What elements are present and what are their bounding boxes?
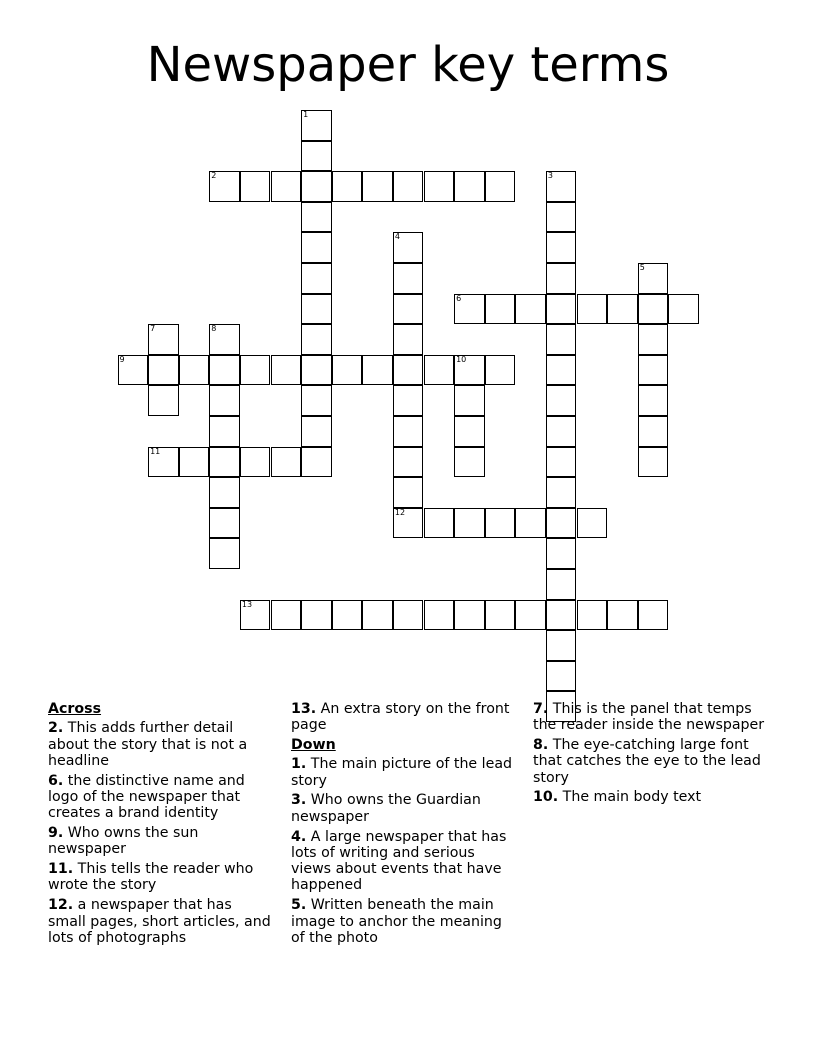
cell-number: 13 [241,599,253,609]
grid-cell[interactable] [454,447,485,478]
grid-cell[interactable] [271,355,302,386]
page-title: Newspaper key terms [146,37,670,93]
grid-cell[interactable] [485,355,516,386]
clue-across-6: 6. the distinctive name and logo of the newspaper that creates a brand identity [48,772,245,822]
clue-across-13: 13. An extra story on the front page [291,701,510,734]
grid-cell[interactable] [393,294,424,325]
grid-cell[interactable] [546,447,577,478]
grid-cell[interactable] [393,477,424,508]
grid-cell[interactable] [240,600,271,631]
grid-cell[interactable] [424,355,455,386]
grid-cell[interactable] [546,661,577,692]
grid-cell[interactable] [638,447,669,478]
grid-cell[interactable] [362,600,393,631]
clue-column-3 [533,701,765,809]
cell-number: 7 [150,324,156,334]
grid-cell[interactable] [301,385,332,416]
grid-cell[interactable] [301,600,332,631]
grid-cell[interactable] [454,508,485,539]
grid-cell[interactable] [148,355,179,386]
grid-cell[interactable] [393,324,424,355]
grid-cell[interactable] [577,508,608,539]
grid-cell[interactable] [362,355,393,386]
grid-cell[interactable] [546,569,577,600]
grid-cell[interactable] [393,171,424,202]
cell-number: 9 [119,354,125,364]
grid-cell[interactable] [546,263,577,294]
grid-cell[interactable] [209,171,240,202]
grid-cell[interactable] [454,600,485,631]
grid-cell[interactable] [301,263,332,294]
grid-cell[interactable] [393,508,424,539]
grid-cell[interactable] [546,600,577,631]
grid-cell[interactable] [638,324,669,355]
cell-number: 6 [456,293,462,303]
clue-down-7: 7. This is the panel that temps the reader inside the newspaper [533,701,765,734]
grid-cell[interactable] [668,294,699,325]
grid-cell[interactable] [454,294,485,325]
grid-cell[interactable] [209,324,240,355]
grid-cell[interactable] [362,171,393,202]
clue-across-2: 2. This adds further detail about the story that is not a headline [48,720,248,769]
grid-cell[interactable] [485,294,516,325]
grid-cell[interactable] [515,508,546,539]
cell-number: 8 [211,324,217,334]
grid-cell[interactable] [301,171,332,202]
grid-cell[interactable] [607,600,638,631]
grid-cell[interactable] [393,355,424,386]
cell-number: 11 [150,446,161,456]
clue-down-10: 10. The main body text [533,789,702,806]
grid-cell[interactable] [301,294,332,325]
grid-cell[interactable] [332,600,363,631]
cell-number: 1 [303,110,309,119]
grid-cell[interactable] [638,294,669,325]
grid-cell[interactable] [271,600,302,631]
cell-number: 2 [211,171,217,181]
grid-cell[interactable] [332,355,363,386]
clue-down-8: 8. The eye-catching large font that catches the eye to the lead story [533,737,761,786]
grid-cell[interactable] [454,385,485,416]
grid-cell[interactable] [240,355,271,386]
grid-cell[interactable] [209,416,240,447]
clue-down-5: 5. Written beneath the main image to anchor the meaning of the photo [291,897,502,946]
cell-number: 10 [456,354,467,364]
grid-cell[interactable] [546,232,577,263]
grid-cell[interactable] [209,477,240,508]
grid-cell[interactable] [546,538,577,569]
grid-cell[interactable] [424,508,455,539]
grid-cell[interactable] [393,447,424,478]
grid-cell[interactable] [301,110,332,141]
grid-cell[interactable] [454,171,485,202]
grid-cell[interactable] [515,294,546,325]
grid-cell[interactable] [148,385,179,416]
grid-cell[interactable] [209,538,240,569]
grid-cell[interactable] [485,171,516,202]
grid-cell[interactable] [393,263,424,294]
clue-across-9: 9. Who owns the sun newspaper [48,825,199,858]
grid-cell[interactable] [546,508,577,539]
clue-column-2 [291,701,519,950]
grid-cell[interactable] [485,600,516,631]
grid-cell[interactable] [148,447,179,478]
grid-cell[interactable] [485,508,516,539]
grid-cell[interactable] [546,202,577,233]
grid-cell[interactable] [301,447,332,478]
grid-cell[interactable] [546,385,577,416]
clue-across-11: 11. This tells the reader who wrote the story [48,861,254,894]
clue-column-1 [48,701,274,950]
grid-cell[interactable] [179,447,210,478]
grid-cell[interactable] [424,171,455,202]
grid-cell[interactable] [638,263,669,294]
grid-cell[interactable] [546,355,577,386]
grid-cell[interactable] [577,294,608,325]
cell-number: 5 [639,263,645,272]
grid-cell[interactable] [209,355,240,386]
grid-cell[interactable] [546,477,577,508]
grid-cell[interactable] [240,447,271,478]
grid-cell[interactable] [393,385,424,416]
grid-cell[interactable] [393,232,424,263]
grid-cell[interactable] [546,416,577,447]
grid-cell[interactable] [301,202,332,233]
cell-number: 4 [394,232,400,242]
grid-cell[interactable] [301,141,332,172]
grid-cell[interactable] [424,600,455,631]
grid-cell[interactable] [577,600,608,631]
grid-cell[interactable] [638,355,669,386]
grid-cell[interactable] [271,171,302,202]
clue-down-4: 4. A large newspaper that has lots of writing and serious views about events that have happened [291,828,507,894]
grid-cell[interactable] [393,600,424,631]
grid-cell[interactable] [271,447,302,478]
grid-cell[interactable] [546,294,577,325]
grid-cell[interactable] [301,416,332,447]
grid-cell[interactable] [179,355,210,386]
grid-cell[interactable] [454,355,485,386]
grid-cell[interactable] [393,416,424,447]
grid-cell[interactable] [515,600,546,631]
grid-cell[interactable] [301,324,332,355]
grid-cell[interactable] [454,416,485,447]
cell-number: 12 [394,507,406,517]
grid-cell[interactable] [301,355,332,386]
grid-cell[interactable] [332,171,363,202]
cell-number: 3 [547,171,553,181]
grid-cell[interactable] [546,630,577,661]
grid-cell[interactable] [638,385,669,416]
grid-cell[interactable] [118,355,149,386]
grid-cell[interactable] [209,447,240,478]
grid-cell[interactable] [638,416,669,447]
across-heading: Across [48,701,102,717]
grid-cell[interactable] [638,600,669,631]
clue-down-3: 3. Who owns the Guardian newspaper [291,792,481,825]
grid-cell[interactable] [209,508,240,539]
clue-across-12: 12. a newspaper that has small pages, short articles, and lots of photographs [48,897,271,946]
down-heading: Down [291,737,336,754]
grid-cell[interactable] [240,171,271,202]
grid-cell[interactable] [209,385,240,416]
clue-down-1: 1. The main picture of the lead story [291,756,513,789]
grid-cell[interactable] [546,324,577,355]
grid-cell[interactable] [301,232,332,263]
grid-cell[interactable] [607,294,638,325]
grid-cell[interactable] [148,324,179,355]
grid-cell[interactable] [546,171,577,202]
